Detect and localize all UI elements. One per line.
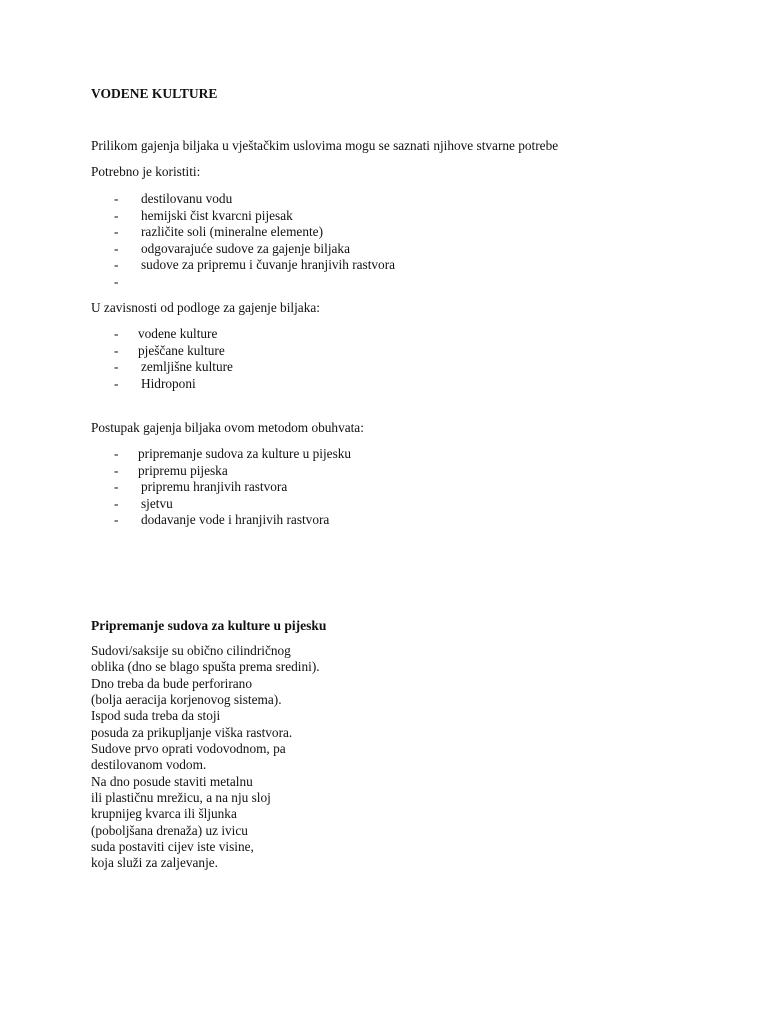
- text-line: suda postaviti cijev iste visine,: [91, 839, 254, 855]
- text-line: Dno treba da bude perforirano: [91, 675, 252, 691]
- text-line: (bolja aeracija korjenovog sistema).: [91, 692, 282, 708]
- list-item-text: odgovarajuće sudove za gajenje biljaka: [141, 240, 350, 256]
- list-item-text: pripremu hranjivih rastvora: [141, 479, 288, 495]
- list-dash: -: [114, 191, 119, 206]
- text-line: krupnijeg kvarca ili šljunka: [91, 806, 237, 822]
- list-dash: -: [114, 224, 119, 240]
- procedure-label: Postupak gajenja biljaka ovom metodom obuhvata:: [91, 420, 364, 435]
- list-dash: -: [114, 359, 119, 375]
- required-label: Potrebno je koristiti:: [91, 164, 201, 179]
- list-item-text: dodavanje vode i hranjivih rastvora: [141, 512, 330, 528]
- list-dash: -: [114, 326, 119, 341]
- list-item-text: Hidroponi: [141, 375, 196, 391]
- text-line: Na dno posude staviti metalnu: [91, 773, 253, 789]
- section-text-block: [91, 643, 320, 872]
- intro-paragraph: Prilikom gajenja biljaka u vještačkim uslovima mogu se saznati njihove stvarne potrebe: [91, 138, 559, 153]
- text-line: posuda za prikupljanje viška rastvora.: [91, 724, 293, 740]
- list-dash: -: [114, 240, 119, 256]
- list-dash: -: [114, 495, 119, 511]
- list-dash: -: [114, 446, 119, 461]
- list-item-text: pripremanje sudova za kulture u pijesku: [138, 446, 352, 461]
- section-heading: Pripremanje sudova za kulture u pijesku: [91, 618, 327, 633]
- text-line: (poboljšana drenaža) uz ivicu: [91, 822, 248, 838]
- list-item-text: različite soli (mineralne elemente): [141, 224, 324, 240]
- list-item-text: sudove za pripremu i čuvanje hranjivih rastvora: [141, 257, 396, 273]
- list-dash: -: [114, 479, 119, 495]
- text-line: Sudove prvo oprati vodovodnom, pa: [91, 741, 286, 757]
- list-item-text: pješčane kulture: [138, 342, 225, 358]
- list-item-text: pripremu pijeska: [138, 462, 228, 478]
- text-line: destilovanom vodom.: [91, 757, 207, 773]
- list-dash: -: [114, 257, 119, 273]
- list-dash: -: [114, 273, 119, 289]
- substrate-label: U zavisnosti od podloge za gajenje biljaka:: [91, 300, 320, 315]
- list-dash: -: [114, 462, 119, 478]
- list-item-text: zemljišne kulture: [141, 359, 233, 375]
- list-item-text: destilovanu vodu: [141, 191, 233, 206]
- text-line: ili plastičnu mrežicu, a na nju sloj: [91, 790, 271, 806]
- list-item-text: hemijski čist kvarcni pijesak: [141, 207, 293, 223]
- list-item-text: sjetvu: [141, 495, 173, 511]
- text-line: oblika (dno se blago spušta prema sredini).: [91, 659, 320, 675]
- text-line: Ispod suda treba da stoji: [91, 708, 221, 724]
- document-title: VODENE KULTURE: [91, 86, 218, 101]
- list-dash: -: [114, 207, 119, 223]
- list-dash: -: [114, 512, 119, 528]
- list-dash: -: [114, 375, 119, 391]
- list-dash: -: [114, 342, 119, 358]
- text-line: Sudovi/saksije su obično cilindričnog: [91, 643, 291, 658]
- list-item-text: vodene kulture: [138, 326, 218, 341]
- text-line: koja služi za zaljevanje.: [91, 855, 218, 871]
